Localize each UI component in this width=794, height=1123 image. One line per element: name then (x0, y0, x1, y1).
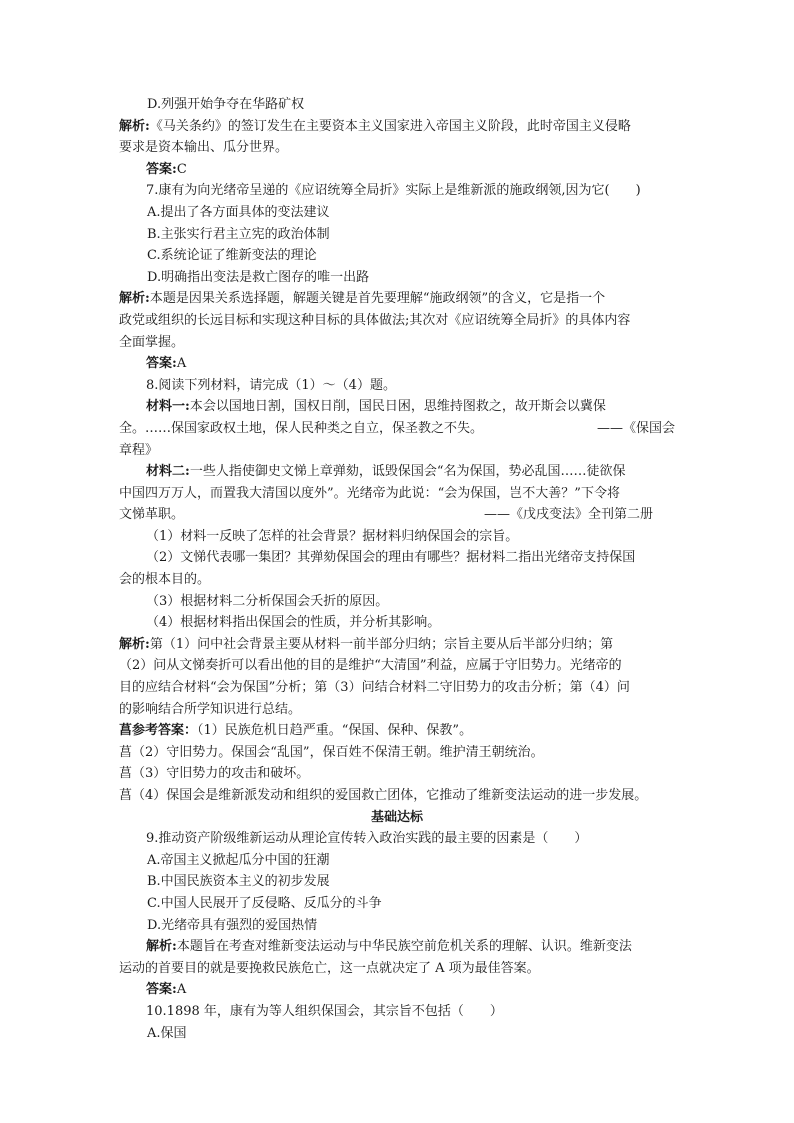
line-text: 全面掌握。 (119, 334, 185, 350)
document-line (119, 396, 675, 418)
document-line (119, 1023, 675, 1045)
line-text: （2）问从文悌奏折可以看出他的目的是维护“大清国”利益，应属于守旧势力。光绪帝的 (119, 658, 622, 674)
line-text: 7.康有为向光绪帝呈递的《应诏统筹全局折》实际上是维新派的施政纲领,因为它( ) (146, 183, 641, 199)
section-heading: 基础达标 (370, 809, 423, 825)
document-line (119, 547, 675, 569)
line-text: C.系统论证了维新变法的理论 (147, 248, 317, 264)
line-text: 《马关条约》的签订发生在主要资本主义国家进入帝国主义阶段，此时帝国主义侵略 (149, 118, 631, 134)
document-line (119, 807, 675, 829)
document-line (119, 504, 675, 526)
line-text: 第（1）问中社会背景主要从材料一前半部分归纳；宗旨主要从后半部分归纳；第 (149, 636, 614, 652)
line-label: 解析: (119, 636, 150, 652)
document-line (119, 785, 675, 807)
line-label: 材料二: (146, 464, 190, 480)
line-text: 本题旨在考查对维新变法运动与中华民族空前危机关系的理解、认识。维新变法 (176, 939, 632, 955)
document-line (119, 159, 675, 181)
line-label: 解析: (119, 291, 150, 307)
document-line (119, 958, 675, 980)
line-text: 菖（3）守旧势力的攻击和破坏。 (119, 766, 310, 782)
line-text: 中国四万万人，而置我大清国以度外”。光绪帝为此说：“会为保国，岂不大善？”下令将 (119, 485, 620, 501)
document-line (119, 871, 675, 893)
document-line (119, 461, 675, 483)
line-text: 运动的首要目的就是要挽救民族危亡，这一点就决定了 A 项为最佳答案。 (119, 960, 540, 976)
document-line (119, 828, 675, 850)
line-text: C (176, 161, 187, 177)
line-text: A (176, 982, 187, 998)
document-line (119, 353, 675, 375)
document-line (119, 375, 675, 397)
line-text: 菖（2）守旧势力。保国会“乱国”，保百姓不保清王朝。维护清王朝统治。 (119, 744, 544, 760)
document-line (119, 332, 675, 354)
line-label: 答案: (146, 982, 177, 998)
document-line (119, 591, 675, 613)
document-line (119, 634, 675, 656)
document-line (119, 288, 675, 310)
document-line (119, 720, 675, 742)
line-text: D.明确指出变法是救亡图存的唯一出路 (147, 269, 370, 285)
document-line (119, 655, 675, 677)
line-source: ——《保国会 (596, 420, 675, 436)
document-line (119, 483, 675, 505)
line-text: 文悌革职。 (119, 507, 185, 523)
line-text: （2）文悌代表哪一集团？其弹劾保国会的理由有哪些？据材料二指出光绪帝支持保国 (146, 550, 636, 566)
document-line (119, 677, 675, 699)
answer-label: 菖参考答案： (119, 723, 198, 739)
line-text: D.列强开始争夺在华路矿权 (147, 97, 305, 112)
document-line (119, 180, 675, 202)
document-line (119, 116, 675, 138)
line-text: A.保国 (147, 1025, 187, 1041)
document-line (119, 699, 675, 721)
line-text: 菖（4）保国会是维新派发动和组织的爱国救亡团体，它推动了维新变法运动的进一步发展。 (119, 788, 648, 803)
document-line (119, 1001, 675, 1023)
line-text: 要求是资本输出、瓜分世界。 (119, 140, 289, 156)
line-text: 目的应结合材料“会为保国”分析；第（3）问结合材料二守旧势力的攻击分析；第（4）问 (119, 680, 630, 696)
document-line (119, 418, 675, 440)
line-text: A (176, 356, 187, 372)
document-line (119, 202, 675, 224)
line-text: （1）材料一反映了怎样的社会背景？据材料归纳保国会的宗旨。 (146, 528, 519, 544)
document-line (119, 94, 675, 116)
line-text: B.主张实行君主立宪的政治体制 (147, 226, 330, 242)
document-line (119, 137, 675, 159)
line-label: 解析: (119, 118, 150, 134)
line-text: （1）民族危机日趋严重。“保国、保种、保教”。 (197, 723, 473, 739)
line-text: 的影响结合所学知识进行总结。 (119, 701, 302, 717)
document-line (119, 763, 675, 785)
line-label: 解析: (146, 939, 177, 955)
document-line (119, 310, 675, 332)
line-text: （4）根据材料指出保国会的性质，并分析其影响。 (146, 615, 441, 631)
document-line (119, 267, 675, 289)
line-text: 8.阅读下列材料，请完成（1）～（4）题。 (146, 377, 396, 393)
document-line (119, 526, 675, 548)
line-text: A.帝国主义掀起瓜分中国的狂潮 (147, 852, 330, 868)
line-text: 政党或组织的长远目标和实现这种目标的具体做法;其次对《应诏统筹全局折》的具体内容 (119, 312, 631, 328)
line-text: 本题是因果关系选择题，解题关键是首先要理解“施政纲领”的含义，它是指一个 (149, 291, 606, 307)
document-line (119, 893, 675, 915)
line-label: 材料一: (146, 399, 190, 415)
document-line (119, 979, 675, 1001)
document-line (119, 915, 675, 937)
line-text: D.光绪帝具有强烈的爱国热情 (147, 917, 318, 933)
document-line (119, 936, 675, 958)
line-text: 10.1898 年，康有为等人组织保国会，其宗旨不包括（ ） (146, 1003, 503, 1019)
line-text: A.提出了各方面具体的变法建议 (147, 204, 330, 220)
line-text: 章程》 (119, 442, 159, 458)
line-text: C.中国人民展开了反侵略、反瓜分的斗争 (147, 895, 382, 911)
line-label: 答案: (146, 356, 177, 372)
document-line (119, 850, 675, 872)
line-text: 会的根本目的。 (119, 572, 211, 588)
line-text: 9.推动资产阶级维新运动从理论宣传转入政治实践的最主要的因素是（ ） (146, 831, 588, 847)
document-line (119, 224, 675, 246)
document-line (119, 245, 675, 267)
line-source: ——《戊戌变法》全刊第二册 (483, 507, 653, 523)
line-text: 本会以国地日割，国权日削，国民日困，思维持图救之，故开斯会以冀保 (189, 399, 606, 415)
line-text: （3）根据材料二分析保国会夭折的原因。 (146, 593, 389, 609)
line-text: 全。……保国家政权土地，保人民种类之自立，保圣教之不失。 (119, 420, 484, 436)
document-page (119, 94, 675, 1044)
document-line (119, 742, 675, 764)
line-label: 答案: (146, 161, 177, 177)
line-text: B.中国民族资本主义的初步发展 (147, 874, 330, 890)
line-text: 一些人指使御史文悌上章弹劾，诋毁保国会“名为保国，势必乱国……徒欲保 (189, 464, 626, 480)
document-line (119, 440, 675, 462)
document-line (119, 569, 675, 591)
document-line (119, 612, 675, 634)
